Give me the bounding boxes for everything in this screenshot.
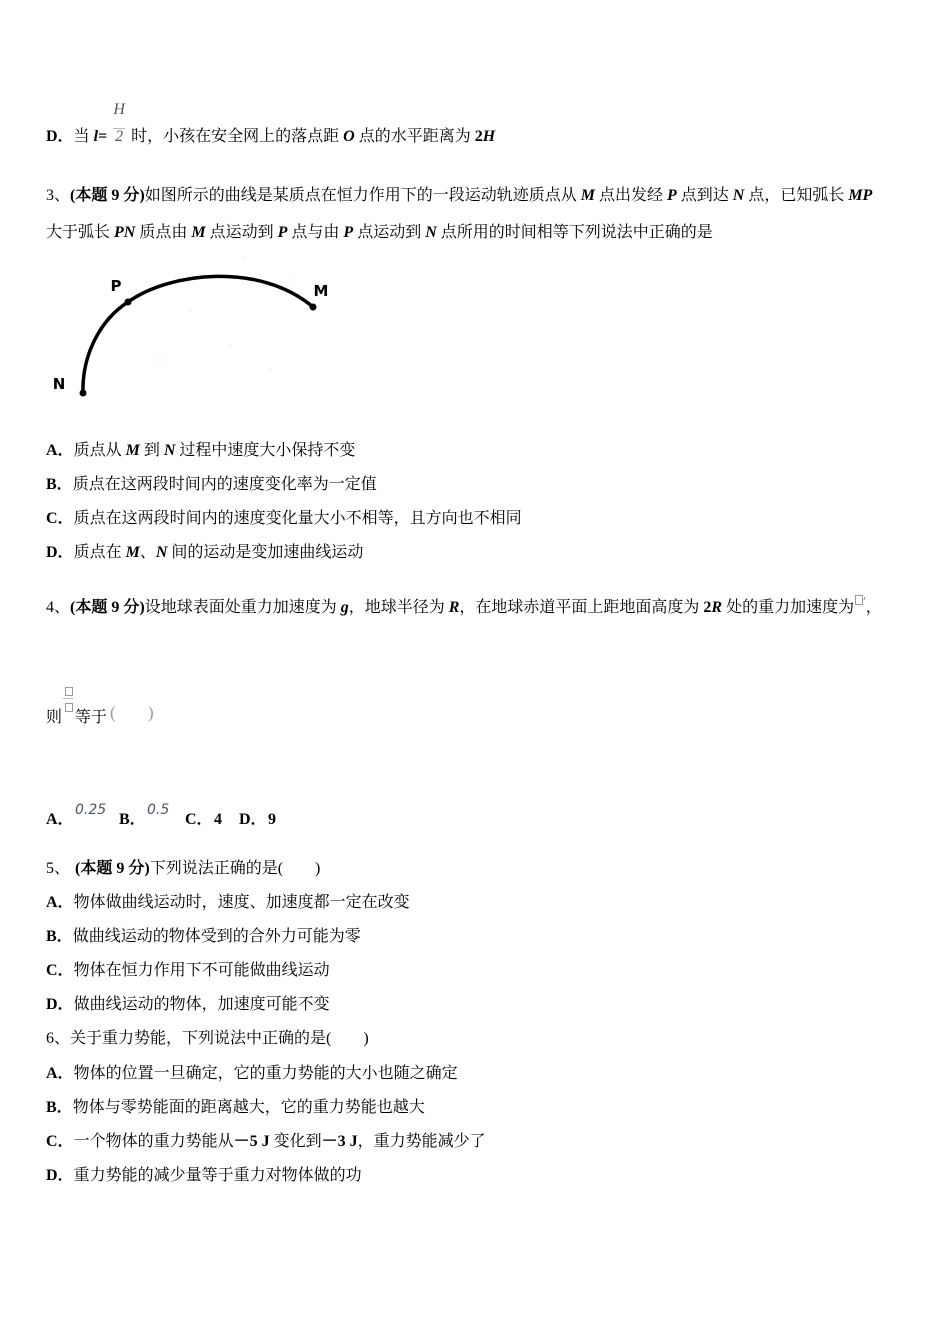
stem-text: ，在地球赤道平面上距地面高度为: [459, 599, 704, 616]
variable-m: M: [191, 224, 206, 241]
fraction-h-over-2: [109, 101, 129, 147]
question-number: 4、: [46, 599, 71, 616]
option-label: C．: [46, 510, 74, 527]
option-text: ，重力势能减少了: [357, 1133, 486, 1150]
stem-text: 处的重力加速度为: [722, 599, 855, 616]
option-label: D．: [46, 544, 74, 561]
q4-options: [46, 802, 306, 830]
variable-h: H: [482, 128, 496, 145]
stem-text: 关于重力势能，下列说法中正确的是( ): [70, 1030, 369, 1047]
option-text: 物体在恒力作用下不可能做曲线运动: [73, 962, 330, 979]
variable-n: N: [155, 544, 168, 561]
question-points: (本题 9 分): [75, 860, 150, 877]
question-points: (本题 9 分): [70, 187, 145, 204]
option-label: A．: [46, 442, 74, 459]
option-text: 质点在这两段时间内的速度变化量大小不相等，且方向也不相同: [73, 510, 522, 527]
option-label: D．: [239, 811, 267, 828]
option-text: 到: [139, 442, 164, 459]
q6-option-a: [46, 1064, 458, 1084]
option-text: 过程中速度大小保持不变: [175, 442, 356, 459]
point-n-dot: [80, 390, 87, 397]
fraction-numerator: H: [113, 101, 125, 118]
fraction-missing-glyphs: [63, 708, 73, 728]
q3-option-a: [46, 441, 355, 461]
stem-text: 等于: [75, 709, 108, 726]
label-m: M: [313, 282, 329, 300]
option-text: 物体与零势能面的距离越大，它的重力势能也越大: [72, 1099, 425, 1116]
question-number: 5、: [46, 860, 71, 877]
option-text: 物体做曲线运动时，速度、加速度都一定在改变: [73, 894, 410, 911]
missing-glyph-icon: [65, 703, 73, 712]
q5-stem: [46, 859, 320, 879]
variable-p: P: [343, 224, 354, 241]
q3-stem-line1: [46, 186, 872, 206]
q6-option-b: [46, 1098, 425, 1118]
variable-p: P: [277, 224, 288, 241]
q6-option-d: [46, 1166, 362, 1186]
option-text: 、: [139, 544, 156, 561]
coefficient: 2: [703, 599, 712, 616]
option-text: 质点在这两段时间内的速度变化率为一定值: [72, 476, 377, 493]
variable-o: O: [343, 128, 355, 145]
option-label: B．: [46, 928, 73, 945]
question-number: 3、: [46, 187, 71, 204]
stem-text: 点运动到: [205, 224, 278, 241]
option-text: 做曲线运动的物体，加速度可能不变: [73, 996, 330, 1013]
stem-text: 点，已知弧长: [744, 187, 849, 204]
option-value: 9: [268, 811, 276, 828]
option-text: 重力势能的减少量等于重力对物体做的功: [73, 1167, 362, 1184]
option-value: 4: [214, 811, 222, 828]
point-p-dot: [125, 299, 132, 306]
variable-l: l=: [93, 128, 108, 145]
figure-speckles: [159, 257, 291, 371]
option-label: C．: [46, 1133, 74, 1150]
option-text: 质点从: [73, 442, 126, 459]
stem-text: 则: [46, 709, 63, 726]
option-label: B．: [46, 1099, 73, 1116]
label-n: N: [52, 375, 66, 393]
q3-stem-line2: [46, 223, 713, 243]
coefficient: 2: [474, 128, 483, 145]
option-label: D．: [46, 128, 74, 145]
option-text: 当: [73, 128, 94, 145]
energy-value: －5 J: [233, 1133, 270, 1150]
option-value: 0.25: [75, 802, 107, 818]
option-text: 质点在: [73, 544, 126, 561]
option-label: A．: [46, 811, 74, 828]
variable-p: P: [666, 187, 677, 204]
stem-text: 如图所示的曲线是某质点在恒力作用下的一段运动轨迹质点从: [144, 187, 581, 204]
stem-text: 大于弧长: [46, 224, 115, 241]
stem-text: 点所用的时间相等下列说法中正确的是: [436, 224, 713, 241]
stem-text: ，: [865, 599, 882, 616]
point-m-dot: [310, 304, 317, 311]
option-label: D．: [46, 996, 74, 1013]
q5-option-b: [46, 927, 361, 947]
q3-option-b: [46, 475, 377, 495]
energy-value: －3 J: [321, 1133, 358, 1150]
q6-option-c: [46, 1132, 486, 1152]
q2-option-d: [46, 101, 496, 147]
variable-n: N: [732, 187, 745, 204]
stem-text: 点运动到: [353, 224, 426, 241]
stem-text: ，地球半径为: [348, 599, 449, 616]
q3-option-d: [46, 543, 363, 563]
option-label: A．: [46, 894, 74, 911]
stem-text: 点与由: [287, 224, 344, 241]
option-label: B．: [46, 476, 73, 493]
answer-blank-open: (: [110, 703, 116, 722]
trajectory-figure: [40, 250, 340, 410]
option-label: C．: [185, 811, 213, 828]
q5-option-c: [46, 961, 330, 981]
q4-stem-line1: [46, 591, 882, 616]
stem-text: 设地球表面处重力加速度为: [144, 599, 341, 616]
option-label: C．: [46, 962, 74, 979]
option-label: D．: [46, 1167, 74, 1184]
q5-option-d: [46, 995, 330, 1015]
answer-blank-close: ): [148, 703, 154, 722]
variable-n: N: [425, 224, 437, 241]
variable-n: N: [163, 442, 176, 459]
variable-m: M: [580, 187, 595, 204]
prime-mark: ′: [863, 594, 866, 608]
option-label: A．: [46, 1065, 74, 1082]
stem-text: 下列说法正确的是( ): [149, 860, 321, 877]
option-text: 物体的位置一旦确定，它的重力势能的大小也随之确定: [73, 1065, 458, 1082]
q5-option-a: [46, 893, 410, 913]
option-text: 一个物体的重力势能从: [73, 1133, 234, 1150]
q6-stem: [46, 1029, 369, 1049]
question-number: 6、: [46, 1030, 71, 1047]
missing-glyph-icon: [855, 595, 863, 605]
option-text: 时，小孩在安全网上的落点距: [131, 128, 344, 145]
variable-r: R: [448, 599, 460, 616]
question-points: (本题 9 分): [70, 599, 145, 616]
stem-text: 点到达: [676, 187, 733, 204]
missing-glyph-icon: [65, 687, 73, 696]
label-p: P: [110, 277, 122, 295]
fraction-bar: [63, 698, 73, 699]
option-value: 0.5: [147, 802, 170, 818]
option-text: 变化到: [269, 1133, 322, 1150]
q3-option-c: [46, 509, 522, 529]
option-label: B．: [119, 811, 146, 828]
variable-r: R: [711, 599, 723, 616]
variable-m: M: [125, 544, 140, 561]
stem-text: 质点由: [135, 224, 192, 241]
option-text: 点的水平距离为: [354, 128, 475, 145]
fraction-denominator: 2: [115, 128, 124, 145]
option-text: 做曲线运动的物体受到的合外力可能为零: [72, 928, 361, 945]
stem-text: 点出发经: [594, 187, 667, 204]
variable-pn: PN: [114, 224, 136, 241]
option-text: 间的运动是变加速曲线运动: [167, 544, 364, 561]
variable-m: M: [125, 442, 140, 459]
variable-g: g: [340, 599, 349, 616]
variable-mp: MP: [848, 187, 873, 204]
